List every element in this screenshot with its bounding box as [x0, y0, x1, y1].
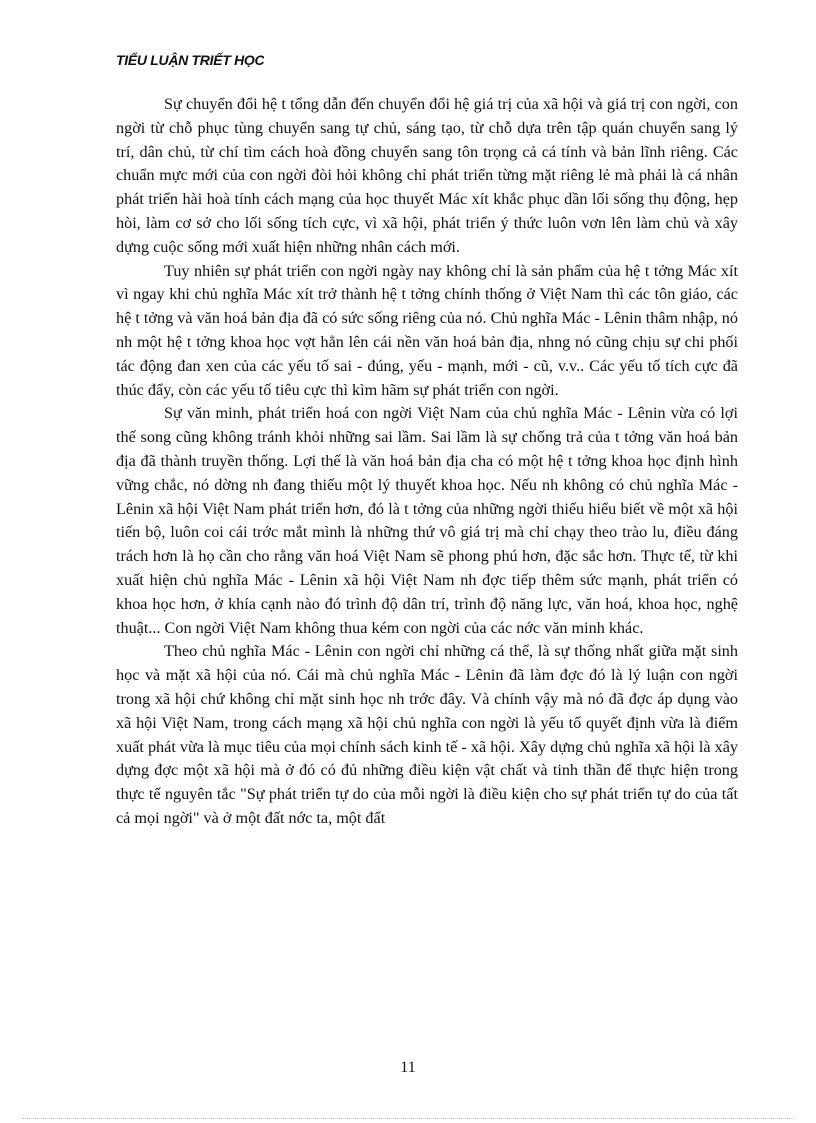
paragraph: Sự chuyển đổi hệ t tổng dẫn đến chuyển đổi hệ giá trị của xã hội và giá trị con ngời, con ngời từ chỗ phục tùng chuyển sang tự chủ, sáng tạo, từ chỗ dựa trên tập quán chuyển sang lý trí, dân chủ, từ chí tìm cách hoà đồng chuyển sang tôn trọng cả cá tính và bản lĩnh riêng. Các chuẩn mực mới của con ngời đòi hỏi không chỉ phát triển từng mặt riêng lẻ mà phải là cá nhân phát triển hài hoà tính cách mạng của học thuyết Mác xít khắc phục dần lối sống thụ động, hẹp hòi, làm cơ sở cho lối sống tích cực, vì xã hội, phát triển ý thức luôn vơn lên làm chủ và xây dựng cuộc sống mới xuất hiện những nhân cách mới.	[116, 95, 738, 256]
running-header: TIỂU LUẬN TRIẾT HỌC	[116, 52, 265, 68]
footer-divider	[22, 1118, 794, 1119]
paragraph: Sự văn minh, phát triển hoá con ngời Việt Nam của chủ nghĩa Mác - Lênin vừa có lợi thế song cũng không tránh khỏi những sai lầm. Sai lầm là sự chống trả của t tởng văn hoá bản địa đã thành truyền thống. Lợi thế là văn hoá bản địa cha có một hệ t tởng khoa học định hình vững chắc, nó dờng nh đang thiếu một lý thuyết khoa học. Nếu nh không có chủ nghĩa Mác - Lênin xã hội Việt Nam phát triển hơn, đó là t tởng của những ngời thiếu hiểu biết về một xã hội tiến bộ, luôn coi cái trớc mắt mình là những thứ vô giá trị mà chỉ chạy theo trào lu, điều đáng trách hơn là họ cần cho rằng văn hoá Việt Nam sẽ phong phú hơn, đặc sắc hơn. Thực tế, từ khi xuất hiện chủ nghĩa Mác - Lênin xã hội Việt Nam nh đợc tiếp thêm sức mạnh, phát triển có khoa học hơn, ở khía cạnh nào đó trình độ dân trí, trình độ năng lực, văn hoá, khoa học, nghệ thuật... Con ngời Việt Nam không thua kém con ngời của các nớc văn minh khác.	[116, 404, 738, 637]
paragraph: Theo chủ nghĩa Mác - Lênin con ngời chỉ những cá thể, là sự thống nhất giữa mặt sinh học và mặt xã hội của nó. Cái mà chủ nghĩa Mác - Lênin đã làm đợc đó là lý luận con ngời trong xã hội chứ không chỉ mặt sinh học nh trớc đây. Và chính vậy mà nó đã đợc áp dụng vào xã hội Việt Nam, trong cách mạng xã hội chủ nghĩa con ngời là yếu tố quyết định vừa là điểm xuất phát vừa là mục tiêu của mọi chính sách kinh tế - xã hội. Xây dựng chủ nghĩa xã hội là xây dựng đợc một xã hội mà ở đó có đủ những điều kiện vật chất và tinh thần để thực hiện trong thực tế nguyên tắc "Sự phát triển tự do của mỗi ngời là điều kiện cho sự phát triển tự do của tất cả mọi ngời" và ở một đất nớc ta, một đất	[116, 642, 738, 827]
page-number: 11	[400, 1059, 416, 1076]
body-text	[116, 93, 738, 831]
paragraph: Tuy nhiên sự phát triển con ngời ngày nay không chỉ là sản phẩm của hệ t tởng Mác xít vì ngay khi chủ nghĩa Mác xít trở thành hệ t tởng chính thống ở Việt Nam thì các tôn giáo, các hệ t tởng và văn hoá bản địa đã có sức sống riêng của nó. Chủ nghĩa Mác - Lênin thâm nhập, nó nh một hệ t tởng khoa học vợt hẳn lên cái nền văn hoá bản địa, nhng nó cũng chịu sự chi phối tác động đan xen của các yếu tố sai - đúng, yếu - mạnh, mới - cũ, v.v.. Các yếu tố tích cực đã thúc đẩy, còn các yếu tố tiêu cực thì kìm hãm sự phát triển con ngời.	[116, 261, 738, 399]
